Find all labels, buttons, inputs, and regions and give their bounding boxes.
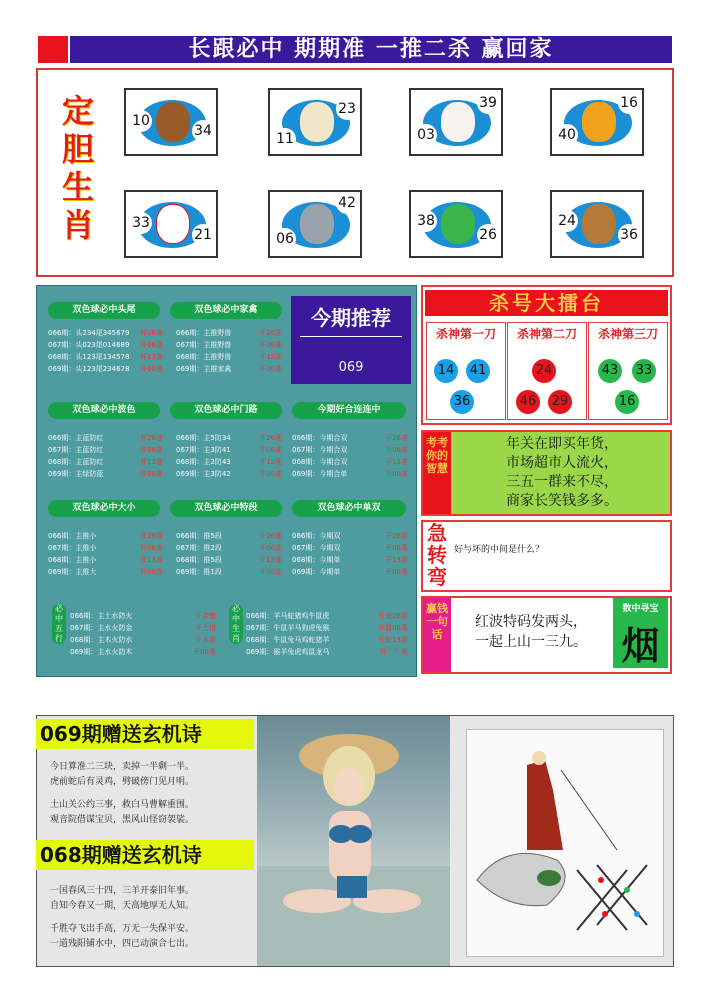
brain-teaser-box bbox=[421, 520, 672, 592]
ball: 43 bbox=[598, 359, 622, 383]
gate-list bbox=[176, 432, 282, 480]
list-item: 开26准 066期：主推小 bbox=[48, 532, 163, 540]
card-number: 06 bbox=[274, 228, 296, 250]
btn-section: 双色球必中特段 bbox=[170, 500, 282, 517]
list-item: 开26准 066期：主推野兽 bbox=[176, 329, 282, 337]
spacer bbox=[50, 790, 250, 798]
list-item: 开26准 066期：今期合双 bbox=[292, 434, 408, 442]
zodiac-card-ox bbox=[550, 190, 644, 258]
section-list bbox=[176, 530, 282, 578]
list-item: 开鼠06准 067期：牛鼠羊马狗虎兔猴 bbox=[246, 624, 408, 632]
riddle-line: 商家长笑钱多多。 bbox=[506, 493, 618, 509]
card-number: 38 bbox=[415, 210, 437, 232]
ball: 16 bbox=[615, 390, 639, 414]
list-item: 开26准 066期：主蓝防红 bbox=[48, 434, 163, 442]
list-item: 开00准 069期：主3防42 bbox=[176, 470, 282, 478]
btn-head-tail: 双色球必中头尾 bbox=[48, 302, 160, 319]
card-number: 21 bbox=[192, 224, 214, 246]
rat-icon bbox=[300, 204, 334, 244]
label-char: 胆 bbox=[61, 130, 94, 168]
teaser-text: 好与坏的中间是什么？ bbox=[454, 545, 545, 555]
win-label: 赢钱一句话 bbox=[426, 602, 448, 641]
card-number: 33 bbox=[130, 212, 152, 234]
header-title: 长跟必中 期期准 一推二杀 赢回家 bbox=[70, 36, 672, 63]
list-item: 开13准 068期：主蓝防红 bbox=[48, 458, 163, 466]
spacer bbox=[50, 914, 250, 922]
list-item: 开06准 067期：主推野兽 bbox=[176, 341, 282, 349]
sheep-icon bbox=[300, 102, 334, 142]
list-item: 开土错 067期：主水火防金 bbox=[70, 624, 216, 632]
zodiac-card-rooster bbox=[124, 190, 218, 258]
ball: 36 bbox=[450, 390, 474, 414]
list-item: 开13准 068期：主2防43 bbox=[176, 458, 282, 466]
list-item: 开龙26准 066期：羊马蛇猪鸡牛鼠虎 bbox=[246, 612, 408, 620]
odd-list bbox=[292, 530, 408, 578]
card-number: 23 bbox=[336, 98, 358, 120]
card-number: 03 bbox=[415, 124, 437, 146]
list-item: 开13准 068期：今期单 bbox=[292, 556, 408, 564]
ink-painting bbox=[466, 729, 664, 957]
list-item: 开00准 069期：主推大 bbox=[48, 568, 163, 576]
list-item: 开13准 068期：今期合双 bbox=[292, 458, 408, 466]
poem-line: 千胜夺飞出手高，万无一失保平安。 bbox=[50, 924, 195, 934]
btn-size: 双色球必中大小 bbox=[48, 500, 160, 517]
list-item: 开26准 066期：今期双 bbox=[292, 532, 408, 540]
list-item: 开？？准 069期：猴羊兔虎鸡鼠龙马 bbox=[246, 648, 408, 656]
teaser-label: 急转弯 bbox=[427, 521, 447, 589]
divider bbox=[300, 336, 402, 337]
monkey-icon bbox=[156, 102, 190, 142]
list-item: 开06准 067期：推2段 bbox=[176, 544, 282, 552]
poem-069 bbox=[50, 760, 250, 828]
list-item: 开00准 069期：主绿防蓝 bbox=[48, 470, 163, 478]
riddle-line: 市场超市人流火， bbox=[506, 455, 618, 471]
list-item: 开13准 068期：头123尾134578 bbox=[48, 353, 163, 361]
dragon-icon bbox=[441, 204, 475, 244]
size-list bbox=[48, 530, 163, 578]
poem-068 bbox=[50, 884, 250, 952]
header-red-block bbox=[38, 36, 68, 63]
riddle-line: 年关在即买年货， bbox=[506, 436, 618, 452]
card-number: 34 bbox=[192, 120, 214, 142]
treasure-char: 烟 bbox=[621, 624, 660, 668]
zodiac-card-sheep bbox=[268, 88, 362, 156]
recommend-number: 069 bbox=[338, 360, 364, 375]
label-char: 生 bbox=[61, 168, 94, 206]
zodiac-card-tiger bbox=[550, 88, 644, 156]
list-item: 开06准 067期：头023尾014689 bbox=[48, 341, 163, 349]
ball: 46 bbox=[516, 390, 540, 414]
label-char: 定 bbox=[61, 92, 94, 130]
card-number: 10 bbox=[130, 110, 152, 132]
ball: 29 bbox=[548, 390, 572, 414]
win-line: 一起上山一三九。 bbox=[475, 634, 587, 650]
five-elements-list bbox=[70, 610, 216, 658]
card-number: 40 bbox=[556, 124, 578, 146]
poem-line: 观音院借谋宝贝，黑风山怪窃袈裟。 bbox=[50, 815, 195, 825]
ball: 33 bbox=[632, 359, 656, 383]
riddle-text bbox=[462, 435, 662, 511]
list-item: 开06准 067期：今期双 bbox=[292, 544, 408, 552]
rooster-icon bbox=[156, 204, 190, 244]
list-item: 开06准 067期：主3防41 bbox=[176, 446, 282, 454]
poem-line: 今日算准二三块，卖掉一半剩一半。 bbox=[50, 762, 195, 772]
win-line: 红波特码发两头， bbox=[475, 614, 587, 630]
kill-col-head: 杀神第三刀 bbox=[597, 327, 658, 341]
zodiac-must-label: 必中生肖 bbox=[229, 604, 243, 644]
zodiac-vertical-label bbox=[58, 92, 98, 244]
poem-title-068: 068期赠送玄机诗 bbox=[36, 840, 254, 870]
list-item: 开13准 068期：主推小 bbox=[48, 556, 163, 564]
kill-col-head: 杀神第一刀 bbox=[435, 327, 496, 341]
list-item: 开00准 069期：今期合单 bbox=[292, 470, 408, 478]
card-number: 11 bbox=[274, 128, 296, 150]
btn-link: 今期好合连连中 bbox=[292, 402, 406, 419]
list-item: 开水准 068期：主木火防水 bbox=[70, 636, 216, 644]
btn-home-wild: 双色球必中家禽 bbox=[170, 302, 282, 319]
list-item: 开06准 067期：今期合双 bbox=[292, 446, 408, 454]
list-item: 开00准 069期：主推家禽 bbox=[176, 365, 282, 373]
list-item: 开13准 068期：主推野兽 bbox=[176, 353, 282, 361]
poem-line: 自知今春又一期，天高地厚无人知。 bbox=[50, 901, 195, 911]
rabbit-icon bbox=[441, 102, 475, 142]
list-item: 开06准 067期：主推小 bbox=[48, 544, 163, 552]
wave-list bbox=[48, 432, 163, 480]
list-item: 开26准 066期：推5段 bbox=[176, 532, 282, 540]
list-item: 开00准 069期：今期单 bbox=[292, 568, 408, 576]
ball: 24 bbox=[532, 359, 556, 383]
head-tail-list bbox=[48, 327, 163, 375]
photo-illustration bbox=[257, 716, 450, 966]
poem-line: 土山关公约三事，救白马曹解重围。 bbox=[50, 800, 195, 810]
riddle-label: 考考你的智慧 bbox=[426, 436, 448, 475]
list-item: 开26准 066期：头234尾345679 bbox=[48, 329, 163, 337]
ball: 14 bbox=[434, 359, 458, 383]
win-text bbox=[456, 612, 606, 652]
card-number: 24 bbox=[556, 210, 578, 232]
btn-odd: 双色球必中单双 bbox=[292, 500, 406, 517]
list-item: 开26准 066期：主5防34 bbox=[176, 434, 282, 442]
poem-line: 虎前蛇后有灵鸡，劈破傍门见月明。 bbox=[50, 777, 195, 787]
tiger-icon bbox=[582, 102, 616, 142]
five-elements-label: 必中五行 bbox=[52, 604, 66, 644]
card-number: 16 bbox=[618, 92, 640, 114]
card-number: 26 bbox=[477, 224, 499, 246]
btn-wave: 双色球必中波色 bbox=[48, 402, 160, 419]
treasure-label: 数中寻宝 bbox=[622, 604, 659, 614]
kill-col-head: 杀神第二刀 bbox=[516, 327, 577, 341]
card-number: 39 bbox=[477, 92, 499, 114]
zodiac-card-rat bbox=[268, 190, 362, 258]
ox-icon bbox=[582, 204, 616, 244]
link-list bbox=[292, 432, 408, 480]
home-wild-list bbox=[176, 327, 282, 375]
painting-illustration bbox=[467, 730, 665, 958]
ball: 41 bbox=[466, 359, 490, 383]
btn-gate: 双色球必中门路 bbox=[170, 402, 282, 419]
zodiac-card-monkey bbox=[124, 88, 218, 156]
kill-title: 杀号大擂台 bbox=[425, 290, 668, 316]
list-item: 开金错 066期：主土水防火 bbox=[70, 612, 216, 620]
list-item: 开00准 069期：主水火防木 bbox=[70, 648, 216, 656]
list-item: 开00准 069期：头123尾234678 bbox=[48, 365, 163, 373]
poem-title-069: 069期赠送玄机诗 bbox=[36, 719, 254, 749]
poem-line: 一道残阳铺水中，四已动演合七出。 bbox=[50, 939, 195, 949]
zodiac-card-dragon bbox=[409, 190, 503, 258]
zodiac-must-list bbox=[246, 610, 408, 658]
card-number: 36 bbox=[618, 224, 640, 246]
riddle-line: 三五一群来不尽， bbox=[506, 474, 618, 490]
list-item: 开蛇13准 068期：牛鼠兔马鸡蛇猪羊 bbox=[246, 636, 408, 644]
beach-photo bbox=[257, 716, 450, 966]
list-item: 开13准 068期：推5段 bbox=[176, 556, 282, 564]
zodiac-card-rabbit bbox=[409, 88, 503, 156]
label-char: 肖 bbox=[61, 206, 94, 244]
list-item: 开00准 069期：推1段 bbox=[176, 568, 282, 576]
poem-line: 一国春风三十四，三羊开泰旧年事。 bbox=[50, 886, 195, 896]
card-number: 42 bbox=[336, 192, 358, 214]
recommend-title: 今期推荐 bbox=[311, 306, 391, 330]
list-item: 开06准 067期：主蓝防红 bbox=[48, 446, 163, 454]
